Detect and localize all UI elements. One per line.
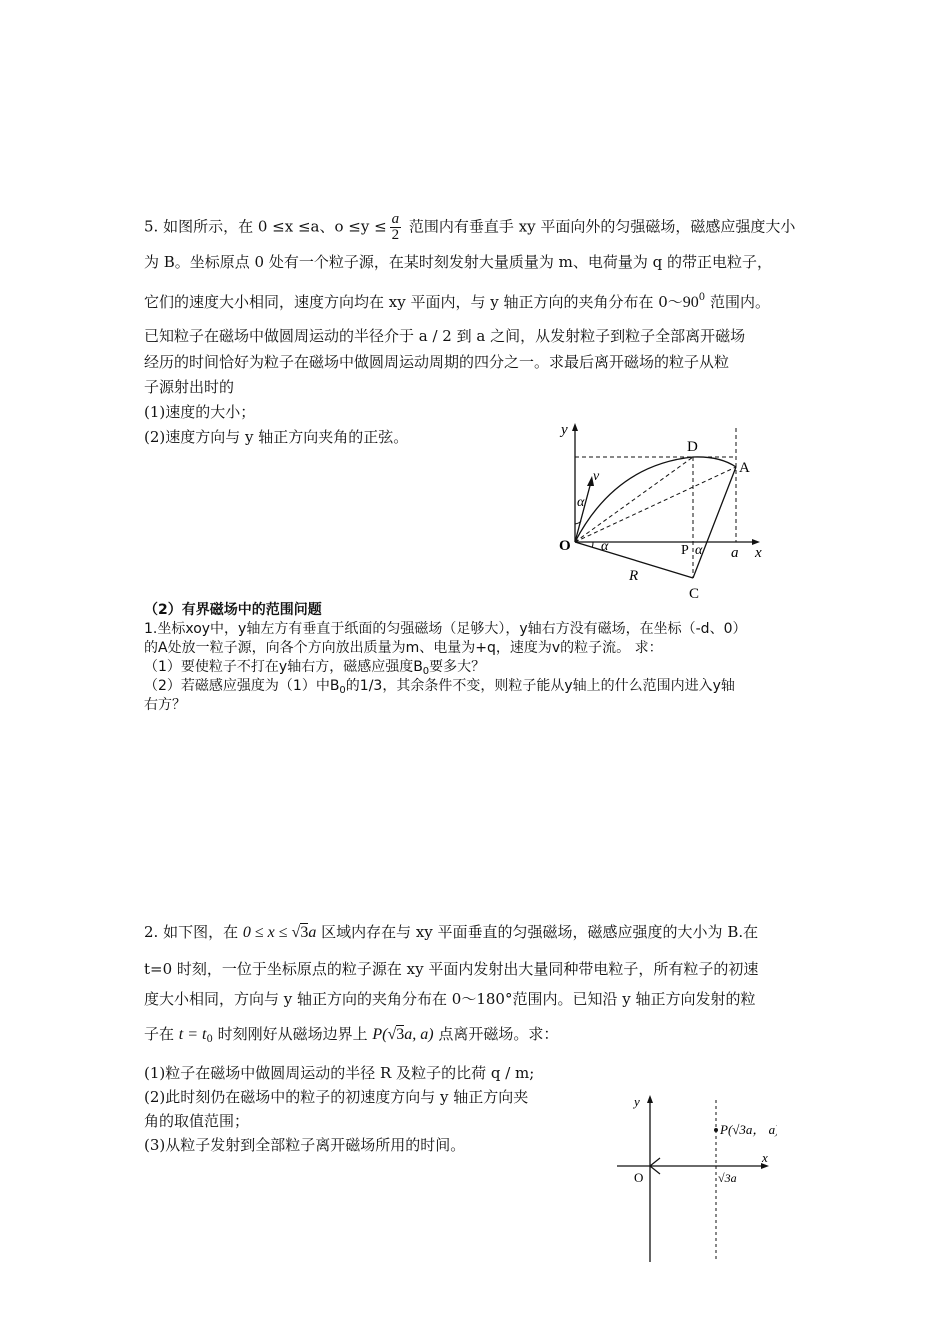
p5-line3-post: 范围内。 (705, 293, 770, 311)
p5-question2: (2)速度方向与 y 轴正方向夹角的正弦。 (144, 428, 409, 446)
p2-question2-line1: (2)此时刻仍在磁场中的粒子的初速度方向与 y 轴正方向夹 (144, 1088, 529, 1106)
p2-line1-post: 区域内存在与 xy 平面垂直的匀强磁场，磁感应强度的大小为 B.在 (316, 923, 759, 941)
p2-point-p: P( (372, 1026, 388, 1043)
p2-line1: 2. 如下图，在 0 ≤ x ≤ √3a 区域内存在与 xy 平面垂直的匀强磁场，磁感应强度的大小为 B.在 (144, 923, 759, 941)
label-d: D (687, 439, 698, 455)
p2-t-sub: 0 (206, 1034, 213, 1045)
s2-q2-pre: （2）若磁感应强度为（1）中B (144, 678, 340, 694)
p2-sqrt-arg: 3 (300, 924, 309, 941)
label-c: C (689, 586, 700, 602)
p5-line5: 经历的时间恰好为粒子在磁场中做圆周运动周期的四分之一。求最后离开磁场的粒子从粒 (144, 353, 730, 371)
frac-denominator: 2 (391, 227, 400, 243)
p5-line1-post: 范围内有垂直手 xy 平面向外的匀强磁场，磁感应强度大小 (404, 217, 796, 236)
label-a-point: A (739, 460, 750, 476)
s2-p1-line1: 1.坐标xoy中，y轴左方有垂直于纸面的匀强磁场（足够大），y轴右方没有磁场，在坐标（-d、0） (144, 621, 747, 637)
p2-point-sqrt: 3 (396, 1026, 405, 1043)
p2-figure-svg (612, 1090, 777, 1265)
p5-question1: (1)速度的大小； (144, 403, 256, 421)
label-p: P (681, 543, 689, 558)
label-sqrt3a: √3a (718, 1171, 737, 1185)
fraction-a-over-2 (390, 212, 402, 243)
s2-q1-pre: （1）要使粒子不打在y轴右方，磁感应强度B (144, 659, 423, 675)
p2-line4: 子在 $t = t_0$ 时刻刚好从磁场边界上 P(√3a, a) 点离开磁场。求： (144, 1025, 559, 1045)
label-alpha-2: α (601, 539, 609, 554)
p2-inequality-lhs: 0 ≤ x ≤ (242, 924, 292, 941)
p2-figure (612, 1090, 777, 1265)
p2-question2-line2: 角的取值范围； (144, 1112, 250, 1130)
angle-value: 90 (682, 294, 699, 311)
label-y: y (561, 422, 568, 438)
p5-figure-svg (555, 420, 770, 610)
p2-question3: (3)从粒子发射到全部粒子离开磁场所用的时间。 (144, 1136, 466, 1154)
label-r: R (629, 568, 639, 584)
p5-line6: 子源射出时的 (144, 378, 235, 396)
velocity-vector (575, 482, 591, 542)
p2-point-rest: a, a) (404, 1026, 434, 1043)
label-x: x (762, 1150, 768, 1165)
s2-q2-post: 的1/3，其余条件不变，则粒子能从y轴上的什么范围内进入y轴 (345, 678, 735, 694)
frac-numerator: a (391, 211, 400, 227)
p5-line1 (144, 212, 812, 243)
p2-line4-mid: 时刻刚好从磁场边界上 (212, 1025, 373, 1043)
label-x: x (755, 545, 762, 561)
s2-q1-sub: 0 (422, 666, 430, 677)
angle-degree-sup: 0 (698, 292, 706, 303)
point-p (714, 1128, 718, 1132)
label-o: O (559, 538, 571, 554)
p2-line4-pre: 子在 (144, 1025, 179, 1043)
p5-line4: 已知粒子在磁场中做圆周运动的半径介于 a / 2 到 a 之间，从发射粒子到粒子全部离开磁场 (144, 327, 746, 345)
label-alpha-3: α (695, 543, 703, 558)
label-p: P(√3a， a) (720, 1122, 777, 1137)
alpha-arc-bottom (592, 542, 593, 547)
y-axis-arrow (647, 1095, 653, 1103)
p5-figure (555, 420, 770, 610)
source-arrow-1 (650, 1158, 660, 1166)
label-a-length: a (731, 545, 739, 561)
s2-p1-q2-line2: 右方？ (144, 697, 186, 713)
p2-line1-pre: 2. 如下图，在 (144, 923, 243, 941)
label-y: y (634, 1094, 640, 1109)
p5-line3 (144, 288, 812, 313)
p5-line1-pre: 5. 如图所示，在 0 ≤x ≤a、o ≤y ≤ (144, 217, 387, 236)
s2-q2-sub: 0 (339, 685, 346, 696)
label-o: O (634, 1170, 644, 1185)
source-arrow-2 (650, 1166, 660, 1174)
radius-ca (693, 467, 736, 578)
p5-line2: 为 B。坐标原点 0 处有一个粒子源，在某时刻发射大量质量为 m、电荷量为 q 的带正电粒子， (144, 253, 773, 271)
p2-t-eq: t = t (178, 1026, 207, 1043)
section-heading: （2）有界磁场中的范围问题 (144, 602, 322, 618)
p2-line3: 度大小相同，方向与 y 轴正方向的夹角分布在 0～180°范围内。已知沿 y 轴正方向发射的粒 (144, 990, 756, 1008)
label-alpha-1: α (577, 495, 585, 510)
p5-line3-pre: 它们的速度大小相同，速度方向均在 xy 平面内，与 y 轴正方向的夹角分布在 0～ (144, 293, 683, 311)
p2-line4-post: 点离开磁场。求： (433, 1025, 559, 1043)
p2-question1: (1)粒子在磁场中做圆周运动的半径 R 及粒子的比荷 q / m; (144, 1064, 535, 1082)
y-axis-arrow (572, 423, 578, 431)
p2-line2: t=0 时刻，一位于坐标原点的粒子源在 xy 平面内发射出大量同种带电粒子，所有粒子的初速 (144, 960, 759, 978)
s2-q1-post: 要多大？ (429, 659, 486, 675)
label-v: v (593, 469, 600, 484)
p2-inequality-var: a (308, 924, 317, 941)
s2-p1-line2: 的A处放一粒子源，向各个方向放出质量为m、电量为+q，速度为v的粒子流。 求： (144, 640, 663, 656)
